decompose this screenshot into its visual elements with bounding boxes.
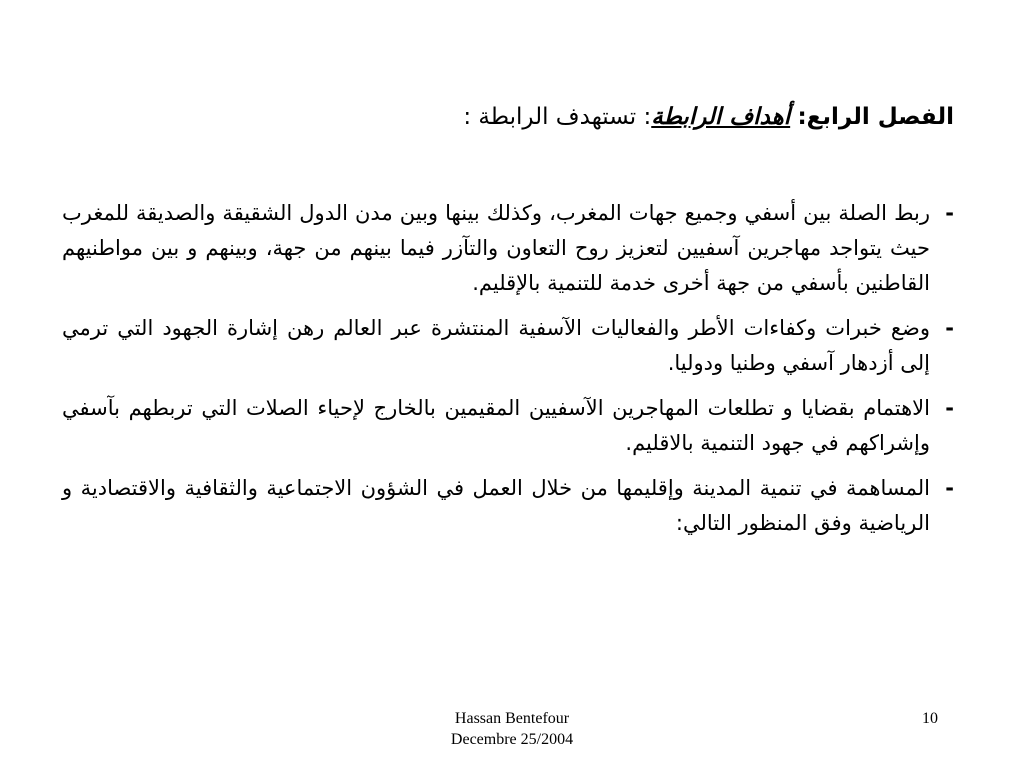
- list-item-text: وضع خبرات وكفاءات الأطر والفعاليات الآسفية المنتشرة عبر العالم رهن إشارة الجهود التي ترمي إلى أزدهار آسفي وطنيا ودوليا.: [62, 316, 930, 375]
- page-number: 10: [922, 710, 938, 727]
- chapter-label: الفصل الرابع:: [797, 104, 954, 130]
- chapter-topic: أهداف الرابطة: [651, 104, 791, 130]
- bullet-marker: -: [945, 396, 954, 420]
- bullet-marker: -: [945, 316, 954, 340]
- bullet-marker: -: [945, 476, 954, 500]
- heading-rest: : تستهدف الرابطة :: [463, 104, 652, 130]
- list-item-text: الاهتمام بقضايا و تطلعات المهاجرين الآسفيين المقيمين بالخارج لإحياء الصلات التي تربطهم بآسفي وإشراكهم في جهود التنمية بالاقليم.: [62, 396, 930, 455]
- list-item: [62, 311, 954, 381]
- list-item-text: المساهمة في تنمية المدينة وإقليمها من خلال العمل في الشؤون الاجتماعية والثقافية والاقتصادية و الرياضية وفق المنظور التالي:: [62, 476, 930, 535]
- list-item-text: ربط الصلة بين أسفي وجميع جهات المغرب، وكذلك بينها وبين مدن الدول الشقيقة والصديقة للمغرب حيث يتواجد مهاجرين آسفيين لتعزيز روح التعاون والتآزر فيما بينهم من جهة، وبينهم و بين مواطنيهم القاطنين بأسفي من جهة أخرى خدمة للتنمية بالإقليم.: [62, 201, 930, 295]
- footer-author-block: [412, 708, 612, 750]
- list-item: [62, 196, 954, 301]
- list-item: [62, 471, 954, 541]
- slide-heading: [74, 98, 954, 136]
- list-item: [62, 391, 954, 461]
- footer-date: Decembre 25/2004: [450, 731, 574, 748]
- footer-author: Hassan Bentefour: [454, 710, 570, 727]
- objectives-list: [62, 196, 954, 551]
- bullet-marker: -: [945, 201, 954, 225]
